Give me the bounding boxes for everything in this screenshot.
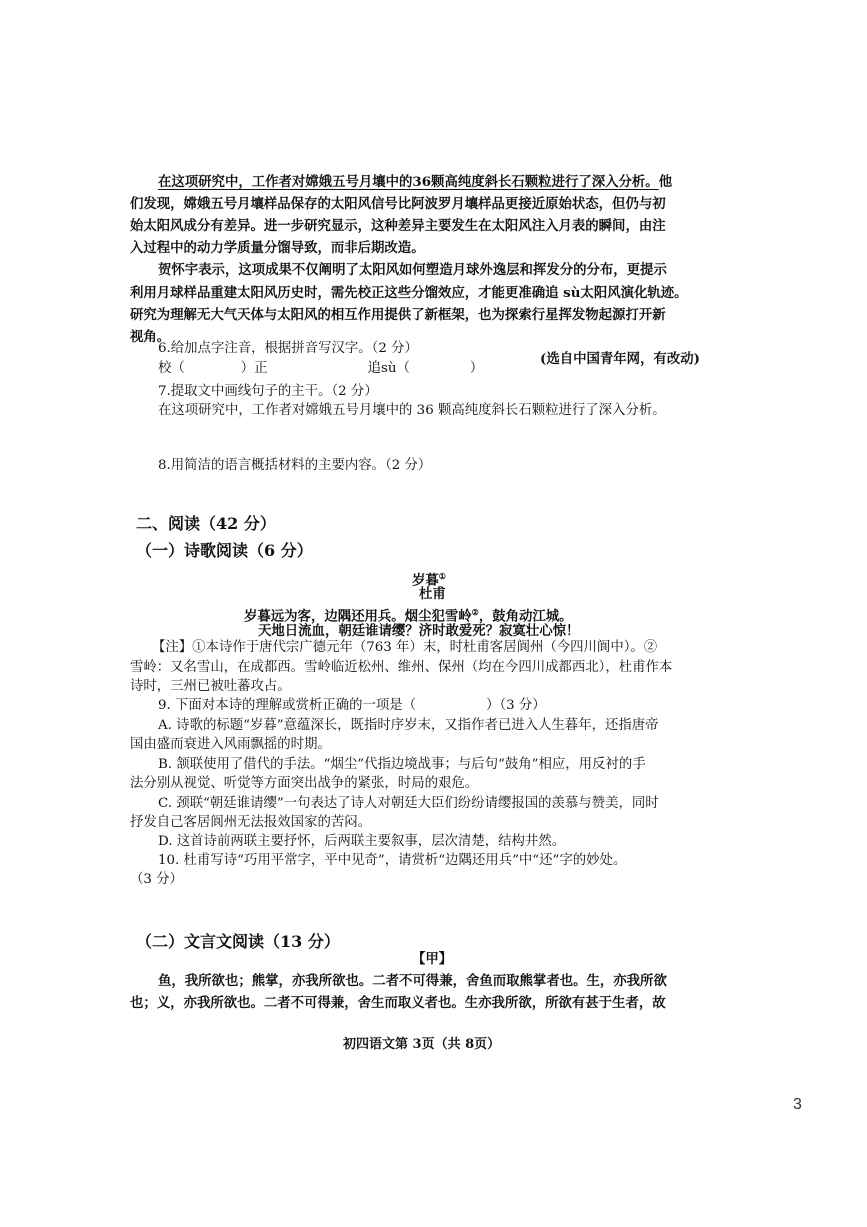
option-b-line-1: B. 颔联使用了借代的手法。“烟尘”代指边境战事；与后句“鼓角”相应，用反衬的手 bbox=[158, 757, 646, 772]
option-c-line-1: C. 颈联“朝廷谁请缨”一句表达了诗人对朝廷大臣们纷纷请缨报国的羡慕与赞美，同时 bbox=[158, 796, 659, 811]
option-d-line-1: D. 这首诗前两联主要抒怀，后两联主要叙事，层次清楚，结构井然。 bbox=[158, 834, 566, 849]
question-7-sentence: 在这项研究中，工作者对嫦娥五号月壤中的 36 颗高纯度斜长石颗粒进行了深入分析。 bbox=[158, 403, 666, 418]
option-b-line-2: 法分别从视觉、听觉等方面突出战争的紧张，时局的艰危。 bbox=[130, 776, 479, 791]
article-line-1: 在这项研究中，工作者对嫦娥五号月壤中的36颗高纯度斜长石颗粒进行了深入分析。他 bbox=[158, 174, 673, 190]
option-a-line-1: A. 诗歌的标题“岁暮”意蕴深长，既指时序岁末，又指作者已进入人生暮年，还指唐帝 bbox=[158, 718, 659, 733]
underlined-sentence: 在这项研究中，工作者对嫦娥五号月壤中的36颗高纯度斜长石颗粒进行了深入分析。 bbox=[158, 174, 659, 190]
poem-line-1: 岁暮远为客，边隅还用兵。烟尘犯雪岭②，鼓角动江城。 bbox=[244, 607, 573, 625]
question-7: 7.提取文中画线句子的主干。（2 分） bbox=[158, 384, 378, 399]
question-9: 9. 下面对本诗的理解或赏析正确的一项是（ ）（3 分） bbox=[158, 698, 546, 713]
page-number: 3 bbox=[793, 1096, 802, 1113]
question-6-answers: 校（ ）正 追sù（ ） bbox=[158, 361, 484, 376]
option-c-line-2: 抒发自己客居阆州无法报效国家的苦闷。 bbox=[130, 815, 372, 830]
section-2-title: 二、阅读（42 分） bbox=[136, 514, 276, 533]
article-line-4: 入过程中的动力学质量分馏导致，而非后期改造。 bbox=[130, 240, 425, 256]
question-10-line-2: （3 分） bbox=[130, 872, 183, 887]
question-8: 8.用简洁的语言概括材料的主要内容。（2 分） bbox=[158, 458, 432, 473]
poem-note-line-2: 雪岭：又名雪山，在成都西。雪岭临近松州、维州、保州（均在今四川成都西北），杜甫作本 bbox=[130, 660, 673, 675]
article-line-6: 利用月球样品重建太阳风历史时，需先校正这些分馏效应，才能更准确追 sù太阳风演化轨迹。 bbox=[130, 285, 688, 301]
poem-note-line-1: 【注】①本诗作于唐代宗广德元年（763 年）末，时杜甫客居阆州（今四川阆中）。② bbox=[152, 640, 658, 655]
page-footer: 初四语文第 3页（共 8页） bbox=[343, 1037, 501, 1052]
article-line-2: 们发现，嫦娥五号月壤样品保存的太阳风信号比阿波罗月壤样品更接近原始状态，但仍与初 bbox=[130, 196, 666, 212]
question-6: 6.给加点字注音，根据拼音写汉字。（2 分） bbox=[158, 341, 418, 356]
section-2-classical-title: （二）文言文阅读（13 分） bbox=[136, 932, 340, 951]
poem-note-line-3: 诗时，三州已被吐蕃攻占。 bbox=[130, 679, 291, 694]
article-line-7: 研究为理解无大气天体与太阳风的相互作用提供了新框架，也为探索行星挥发物起源打开新 bbox=[130, 307, 666, 323]
section-2-poetry-title: （一）诗歌阅读（6 分） bbox=[136, 541, 313, 560]
article-source: (选自中国青年网，有改动) bbox=[540, 351, 700, 367]
article-line-5: 贺怀宇表示，这项成果不仅阐明了太阳风如何塑造月球外逸层和挥发分的分布，更提示 bbox=[158, 262, 667, 278]
article-line-3: 始太阳风成分有差异。进一步研究显示，这种差异主要发生在太阳风注入月表的瞬间，由注 bbox=[130, 218, 666, 234]
classical-line-1: 鱼，我所欲也；熊掌，亦我所欲也。二者不可得兼，舍鱼而取熊掌者也。生，亦我所欲 bbox=[158, 973, 667, 989]
article-line-8: 视角。 bbox=[130, 329, 171, 345]
poem-author: 杜甫 bbox=[419, 586, 446, 602]
passage-jia-label: 【甲】 bbox=[412, 951, 453, 967]
classical-line-2: 也；义，亦我所欲也。二者不可得兼，舍生而取义者也。生亦我所欲，所欲有甚于生者，故 bbox=[130, 995, 666, 1011]
option-a-line-2: 国由盛而衰进入风雨飘摇的时期。 bbox=[130, 737, 331, 752]
poem-title: 岁暮① bbox=[412, 571, 446, 589]
question-10-line-1: 10. 杜甫写诗“巧用平常字，平中见奇”，请赏析“边隅还用兵”中“还”字的妙处。 bbox=[158, 853, 627, 868]
poem-line-2: 天地日流血，朝廷谁请缨？济时敢爱死？寂寞壮心惊！ bbox=[258, 623, 580, 639]
